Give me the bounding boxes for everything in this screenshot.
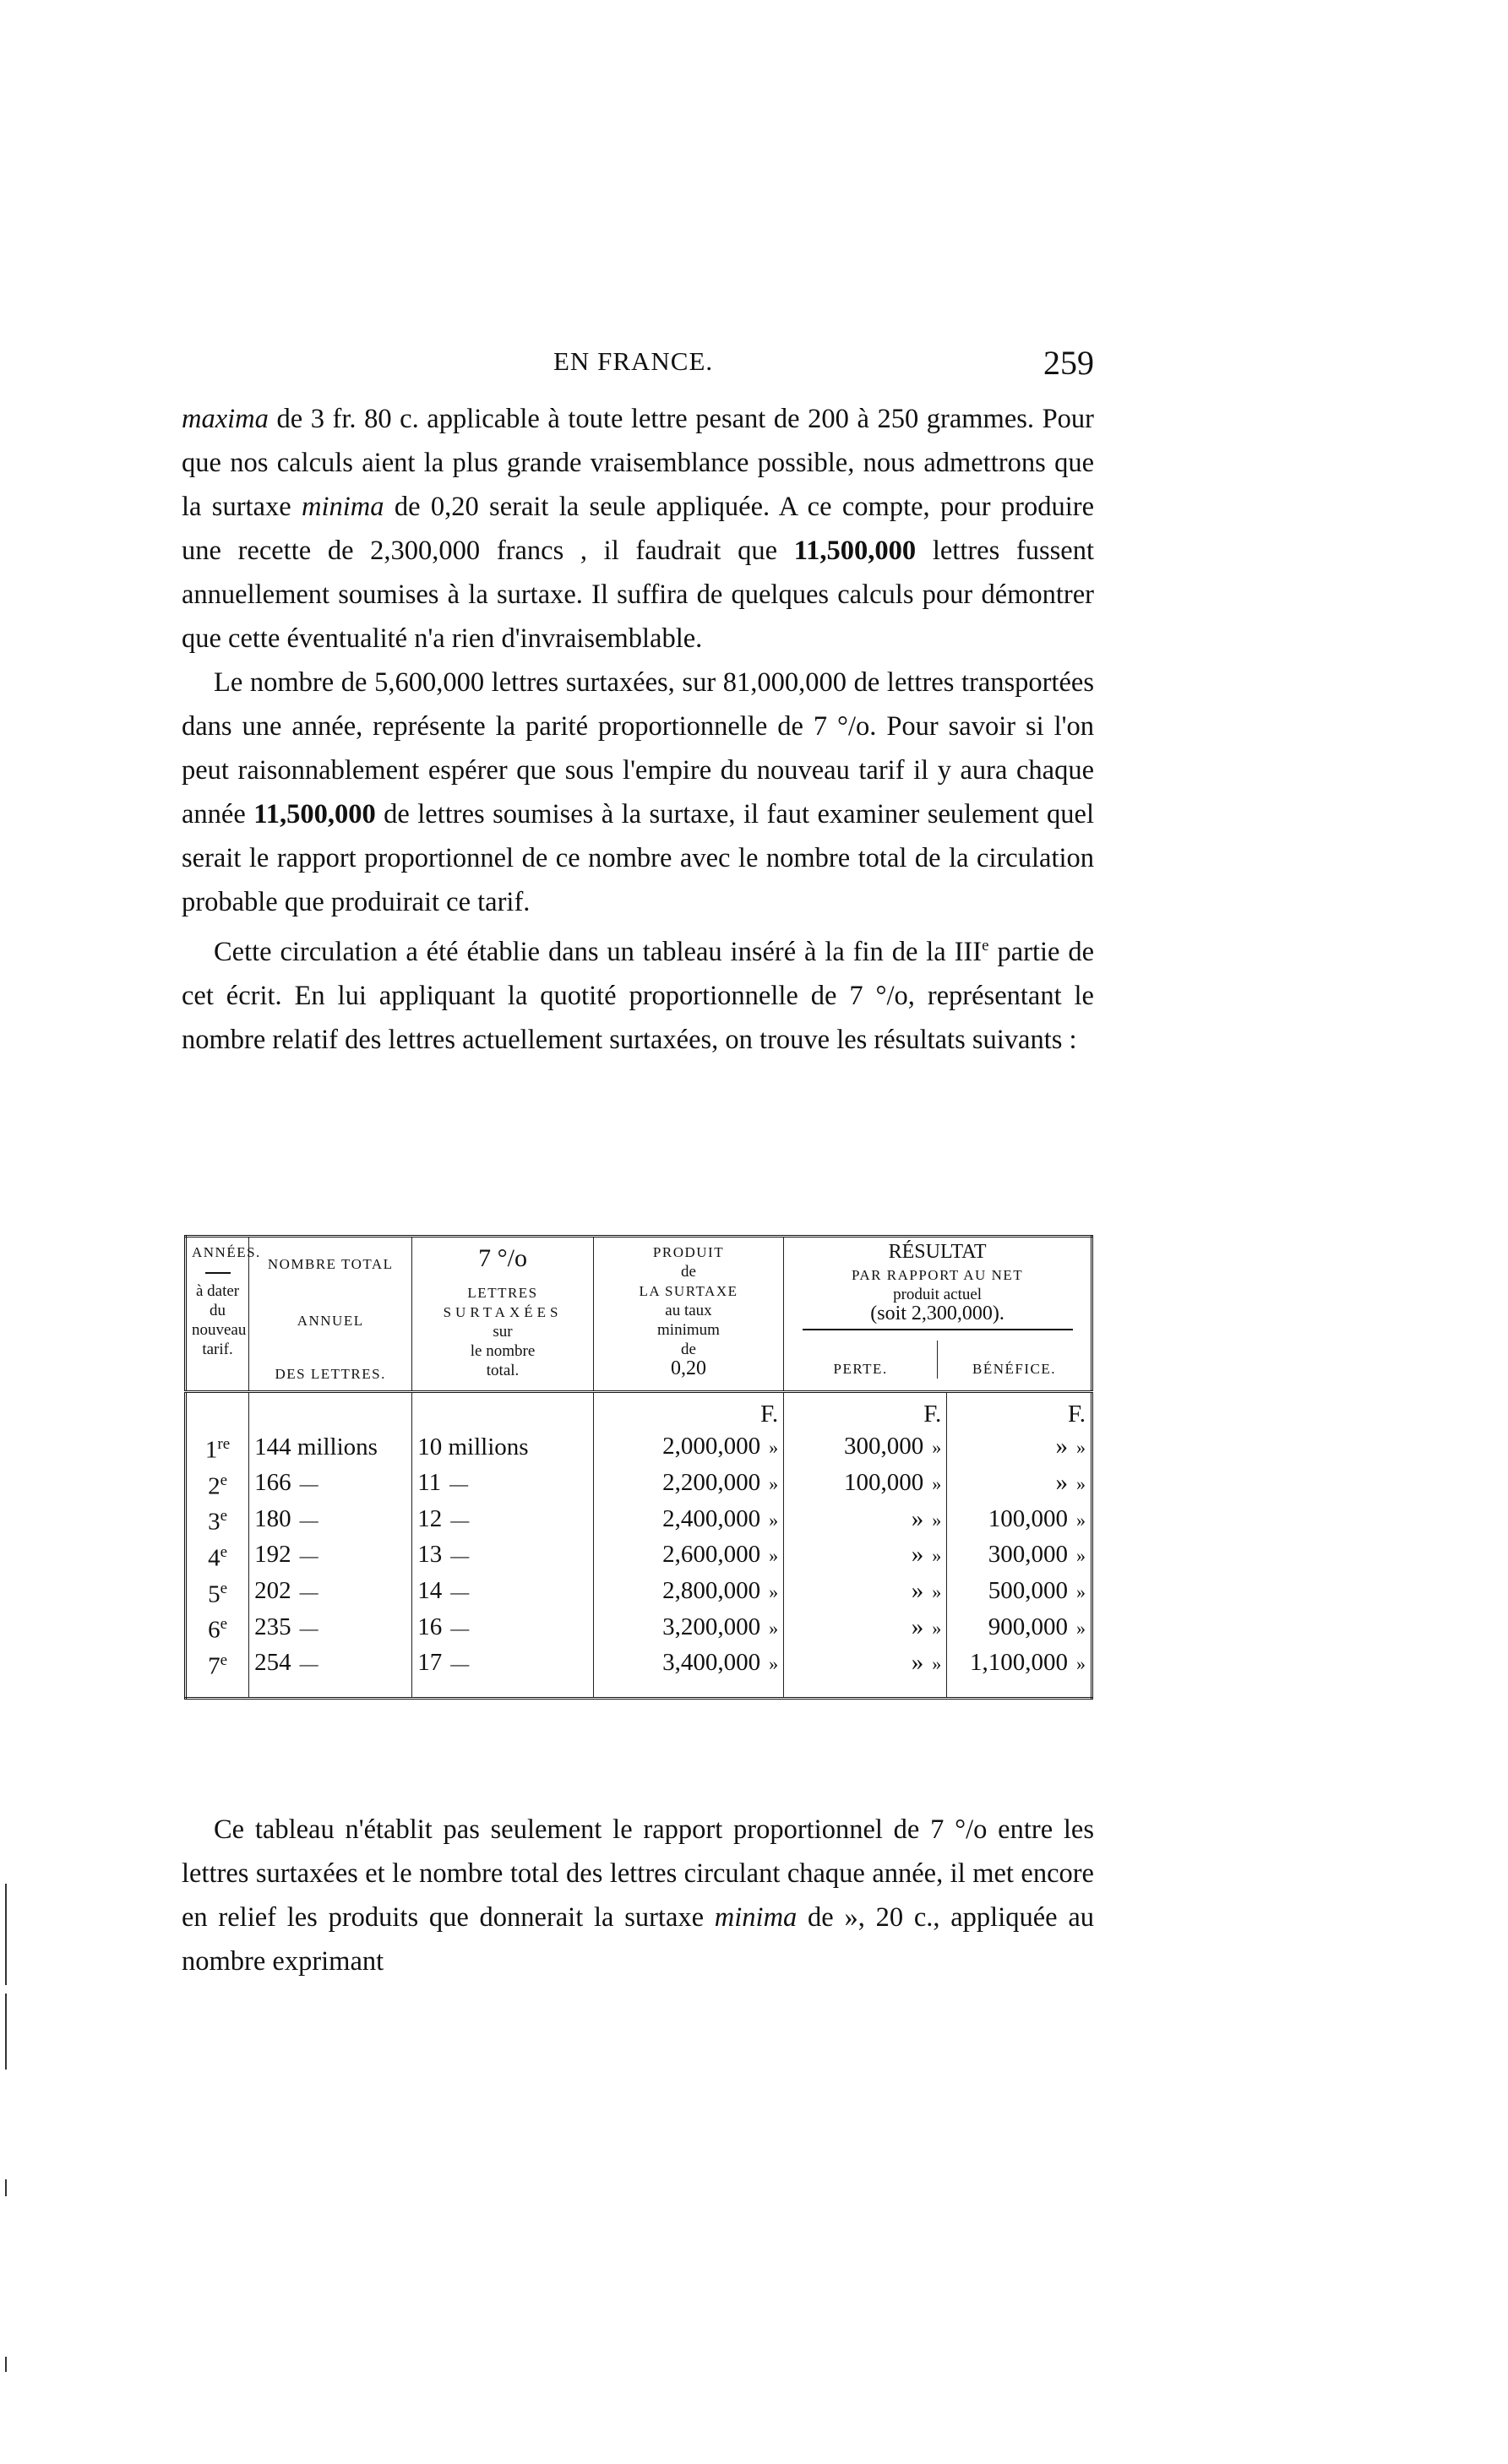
header-text: nouveau (192, 1321, 247, 1339)
produit-value: 2,600,000 (662, 1541, 761, 1569)
guillemet: » (769, 1437, 779, 1459)
header-produit (593, 1237, 783, 1392)
cell-money (593, 1501, 783, 1537)
guillemet: » (769, 1580, 779, 1602)
cell-total (249, 1466, 412, 1502)
text-block-top (182, 397, 1094, 1062)
table-row (186, 1429, 1092, 1466)
ditto-mark: — (449, 1472, 469, 1494)
total-value: 166 (254, 1468, 291, 1496)
cell-money (593, 1537, 783, 1574)
cell-rank (186, 1645, 249, 1698)
produit-value: 2,400,000 (662, 1504, 761, 1532)
perte-value: » (911, 1576, 924, 1604)
guillemet: » (1076, 1472, 1086, 1494)
text-run: de 0,20 serait la seule appliquée. A ce compte, pour produire une recette de 2,300,000 francs , il faudrait que (182, 492, 1094, 566)
cell-perte (784, 1574, 947, 1610)
benefice-value: 500,000 (988, 1576, 1068, 1604)
ditto-mark: — (299, 1472, 318, 1494)
unit-cell (249, 1392, 412, 1430)
unit-cell: F. (593, 1392, 783, 1430)
guillemet: » (1076, 1617, 1086, 1639)
ditto-mark: — (450, 1617, 470, 1639)
text-run: lettres fussent annuellement soumises à la surtaxe. Il suffira de quelques calculs pour démontrer que cette éventualité n'a rien d'invraisemblable. (182, 536, 1094, 654)
header-text: du (210, 1302, 226, 1319)
ditto-mark: — (450, 1653, 470, 1675)
cell-money (593, 1609, 783, 1645)
cell-benef (947, 1537, 1092, 1574)
ditto-mark: — (450, 1509, 470, 1531)
paragraph-2 (182, 661, 1094, 924)
guillemet: » (932, 1580, 942, 1602)
cell-rank (186, 1574, 249, 1610)
perte-value: » (911, 1649, 924, 1677)
guillemet: » (1076, 1580, 1086, 1602)
header-text: de (681, 1341, 696, 1358)
benefice-value: » (1055, 1433, 1068, 1460)
unit-cell (186, 1392, 249, 1430)
italic-word: maxima (182, 404, 269, 434)
row-rank: 5 (208, 1580, 220, 1608)
header-taxed (412, 1237, 594, 1392)
produit-value: 2,800,000 (662, 1576, 761, 1604)
cell-benef (947, 1429, 1092, 1466)
ditto-mark: — (299, 1509, 318, 1531)
cell-rank (186, 1429, 249, 1466)
produit-value: 2,000,000 (662, 1433, 761, 1460)
header-text: minimum (657, 1321, 720, 1339)
total-value: 144 millions (254, 1433, 378, 1460)
perte-value: » (911, 1541, 924, 1569)
header-text: tarif. (202, 1341, 233, 1358)
rank-suffix: re (217, 1435, 231, 1453)
header-text: NOMBRE TOTAL (267, 1256, 394, 1272)
header-text: 0,20 (670, 1357, 706, 1379)
guillemet: » (932, 1437, 942, 1459)
cell-perte (784, 1537, 947, 1574)
perte-value: 100,000 (844, 1468, 924, 1496)
rank-suffix: e (220, 1651, 228, 1669)
cell-total (249, 1429, 412, 1466)
cell-rank (186, 1609, 249, 1645)
guillemet: » (932, 1617, 942, 1639)
results-table (184, 1235, 1093, 1700)
perte-value: » (911, 1504, 924, 1532)
paragraph-3 (182, 924, 1094, 1062)
unit-row (186, 1392, 1092, 1430)
unit-cell: F. (784, 1392, 947, 1430)
row-rank: 7 (208, 1652, 220, 1680)
superscript: e (982, 937, 989, 955)
row-rank: 4 (208, 1544, 220, 1572)
header-total (249, 1237, 412, 1392)
paragraph-4 (182, 1808, 1094, 1983)
header-text: (soit 2,300,000). (870, 1303, 1004, 1324)
scan-margin-mark (5, 2357, 7, 2372)
header-text: ANNÉES. (192, 1244, 261, 1260)
header-text: DES LETTRES. (275, 1366, 386, 1382)
benefice-value: 900,000 (988, 1613, 1068, 1640)
header-perte: PERTE. (784, 1341, 938, 1379)
cell-rank (186, 1501, 249, 1537)
header-text: LA SURTAXE (639, 1283, 738, 1299)
scan-margin-mark (5, 1884, 7, 1985)
header-text: RÉSULTAT (888, 1241, 987, 1263)
produit-value: 3,400,000 (662, 1649, 761, 1677)
taxed-value: 14 (417, 1576, 443, 1604)
ditto-mark: — (450, 1545, 470, 1567)
produit-value: 2,200,000 (662, 1468, 761, 1496)
cell-taxed (412, 1429, 594, 1466)
row-rank: 2 (208, 1472, 220, 1500)
row-rank: 1 (204, 1436, 218, 1464)
header-resultat (784, 1237, 1092, 1392)
text-run: de lettres soumises à la surtaxe, il faut examiner seulement quel serait le rapport proportionnel de ce nombre avec le nombre total de la circulation probable que produirait ce tarif. (182, 799, 1094, 917)
rank-suffix: e (220, 1579, 228, 1597)
rank-suffix: e (220, 1507, 228, 1526)
guillemet: » (769, 1617, 779, 1639)
benefice-value: 300,000 (988, 1541, 1068, 1569)
cell-total (249, 1574, 412, 1610)
taxed-value: 10 millions (417, 1433, 529, 1460)
cell-taxed (412, 1537, 594, 1574)
guillemet: » (1076, 1437, 1086, 1459)
total-value: 235 (254, 1613, 291, 1640)
unit-cell (412, 1392, 594, 1430)
text-block-bottom (182, 1808, 1094, 1983)
ditto-mark: — (450, 1580, 470, 1602)
row-rank: 3 (208, 1508, 220, 1536)
cell-perte (784, 1429, 947, 1466)
guillemet: » (932, 1653, 942, 1675)
header-text: total. (486, 1362, 520, 1379)
running-title: EN FRANCE. (553, 346, 714, 376)
table-row (186, 1574, 1092, 1610)
header-annees (186, 1237, 261, 1392)
italic-word: minima (301, 492, 384, 522)
guillemet: » (932, 1545, 942, 1567)
perte-value: » (911, 1613, 924, 1640)
header-text: produit actuel (893, 1286, 983, 1303)
total-value: 254 (254, 1649, 291, 1677)
italic-word: minima (714, 1902, 798, 1933)
guillemet: » (932, 1472, 942, 1494)
taxed-value: 13 (417, 1541, 443, 1569)
scan-margin-mark (5, 2179, 7, 2196)
ditto-mark: — (299, 1617, 318, 1639)
cell-total (249, 1537, 412, 1574)
cell-total (249, 1501, 412, 1537)
cell-benef (947, 1466, 1092, 1502)
guillemet: » (1076, 1545, 1086, 1567)
text-run: Ce tableau n'établit pas seulement le rapport proportionnel de 7 °/o entre les lettres surtaxées et le nombre total des lettres circulant chaque année, il met encore en relief les produits que donnerait la surtaxe (182, 1814, 1094, 1933)
taxed-value: 12 (417, 1504, 443, 1532)
cell-rank (186, 1537, 249, 1574)
table-body (186, 1429, 1092, 1698)
guillemet: » (769, 1653, 779, 1675)
cell-taxed (412, 1574, 594, 1610)
cell-benef (947, 1501, 1092, 1537)
header-text: sur (493, 1323, 513, 1341)
cell-taxed (412, 1645, 594, 1698)
cell-money (593, 1645, 783, 1698)
header-text: PRODUIT (652, 1244, 725, 1260)
text-run: partie de cet écrit. En lui appliquant la quotité proportionnelle de 7 °/o, représentant le nombre relatif des lettres actuellement surtaxées, on trouve les résultats suivants : (182, 936, 1094, 1055)
cell-money (593, 1466, 783, 1502)
taxed-value: 11 (417, 1468, 442, 1496)
text-run: de », 20 c., appliquée au nombre exprimant (182, 1902, 1095, 1977)
header-text: de (681, 1263, 696, 1281)
header-text: SURTAXÉES (443, 1304, 563, 1320)
guillemet: » (769, 1545, 779, 1567)
row-rank: 6 (208, 1616, 220, 1644)
unit-cell: F. (947, 1392, 1092, 1430)
text-run: de 3 fr. 80 c. applicable à toute lettre pesant de 200 à 250 grammes. Pour que nos calculs aient la plus grande vraisemblance possible, nous admettrons que la surtaxe (182, 404, 1094, 522)
results-table-wrap (184, 1235, 1093, 1767)
benefice-value: 1,100,000 (970, 1649, 1068, 1677)
benefice-value: » (1055, 1468, 1068, 1496)
header-text: au taux (665, 1302, 712, 1319)
text-run: Le nombre de 5,600,000 lettres surtaxées, sur 81,000,000 de lettres transportées dans une année, représente la parité proportionnelle de 7 °/o. Pour savoir si l'on peut raisonnablement espérer que sous l'empire du nouveau tarif il y aura chaque année (182, 667, 1094, 829)
table-row (186, 1501, 1092, 1537)
scan-margin-mark (5, 1994, 7, 2070)
header-benefice: BÉNÉFICE. (972, 1361, 1057, 1377)
header-dash (205, 1272, 231, 1274)
header-text: PAR RAPPORT AU NET (852, 1267, 1024, 1283)
guillemet: » (1076, 1509, 1086, 1531)
table-row (186, 1537, 1092, 1574)
table-row (186, 1609, 1092, 1645)
total-value: 192 (254, 1541, 291, 1569)
cell-taxed (412, 1609, 594, 1645)
benefice-value: 100,000 (988, 1504, 1068, 1532)
taxed-value: 17 (417, 1649, 443, 1677)
header-text: à dater (195, 1282, 240, 1300)
table-header-row (186, 1237, 1092, 1392)
guillemet: » (932, 1509, 942, 1531)
page-number: 259 (1043, 344, 1094, 382)
total-value: 202 (254, 1576, 291, 1604)
produit-value: 3,200,000 (662, 1613, 761, 1640)
running-head (182, 346, 1094, 387)
taxed-value: 16 (417, 1613, 443, 1640)
cell-benef (947, 1574, 1092, 1610)
cell-taxed (412, 1466, 594, 1502)
rank-suffix: e (220, 1615, 228, 1634)
cell-total (249, 1645, 412, 1698)
cell-perte (784, 1609, 947, 1645)
guillemet: » (769, 1472, 779, 1494)
cell-benef (947, 1645, 1092, 1698)
perte-value: 300,000 (844, 1433, 924, 1460)
cell-perte (784, 1645, 947, 1698)
rank-suffix: e (220, 1471, 228, 1489)
header-text: ANNUEL (297, 1313, 364, 1329)
cell-benef (947, 1609, 1092, 1645)
table-row (186, 1645, 1092, 1698)
guillemet: » (769, 1509, 779, 1531)
guillemet: » (1076, 1653, 1086, 1675)
ditto-mark: — (299, 1580, 318, 1602)
cell-money (593, 1429, 783, 1466)
header-text: 7 °/o (478, 1244, 527, 1272)
cell-rank (186, 1466, 249, 1502)
bold-number: 11,500,000 (793, 536, 917, 566)
paragraph-1 (182, 397, 1094, 661)
header-text: le nombre (470, 1342, 536, 1360)
cell-total (249, 1609, 412, 1645)
text-run: Cette circulation a été établie dans un tableau inséré à la fin de la III (214, 936, 983, 967)
total-value: 180 (254, 1504, 291, 1532)
ditto-mark: — (299, 1653, 318, 1675)
table-row (186, 1466, 1092, 1502)
cell-money (593, 1574, 783, 1610)
header-text: LETTRES (467, 1285, 538, 1301)
header-rule (803, 1329, 1073, 1330)
rank-suffix: e (220, 1542, 228, 1561)
ditto-mark: — (299, 1545, 318, 1567)
cell-perte (784, 1466, 947, 1502)
cell-taxed (412, 1501, 594, 1537)
cell-perte (784, 1501, 947, 1537)
bold-number: 11,500,000 (253, 799, 376, 829)
